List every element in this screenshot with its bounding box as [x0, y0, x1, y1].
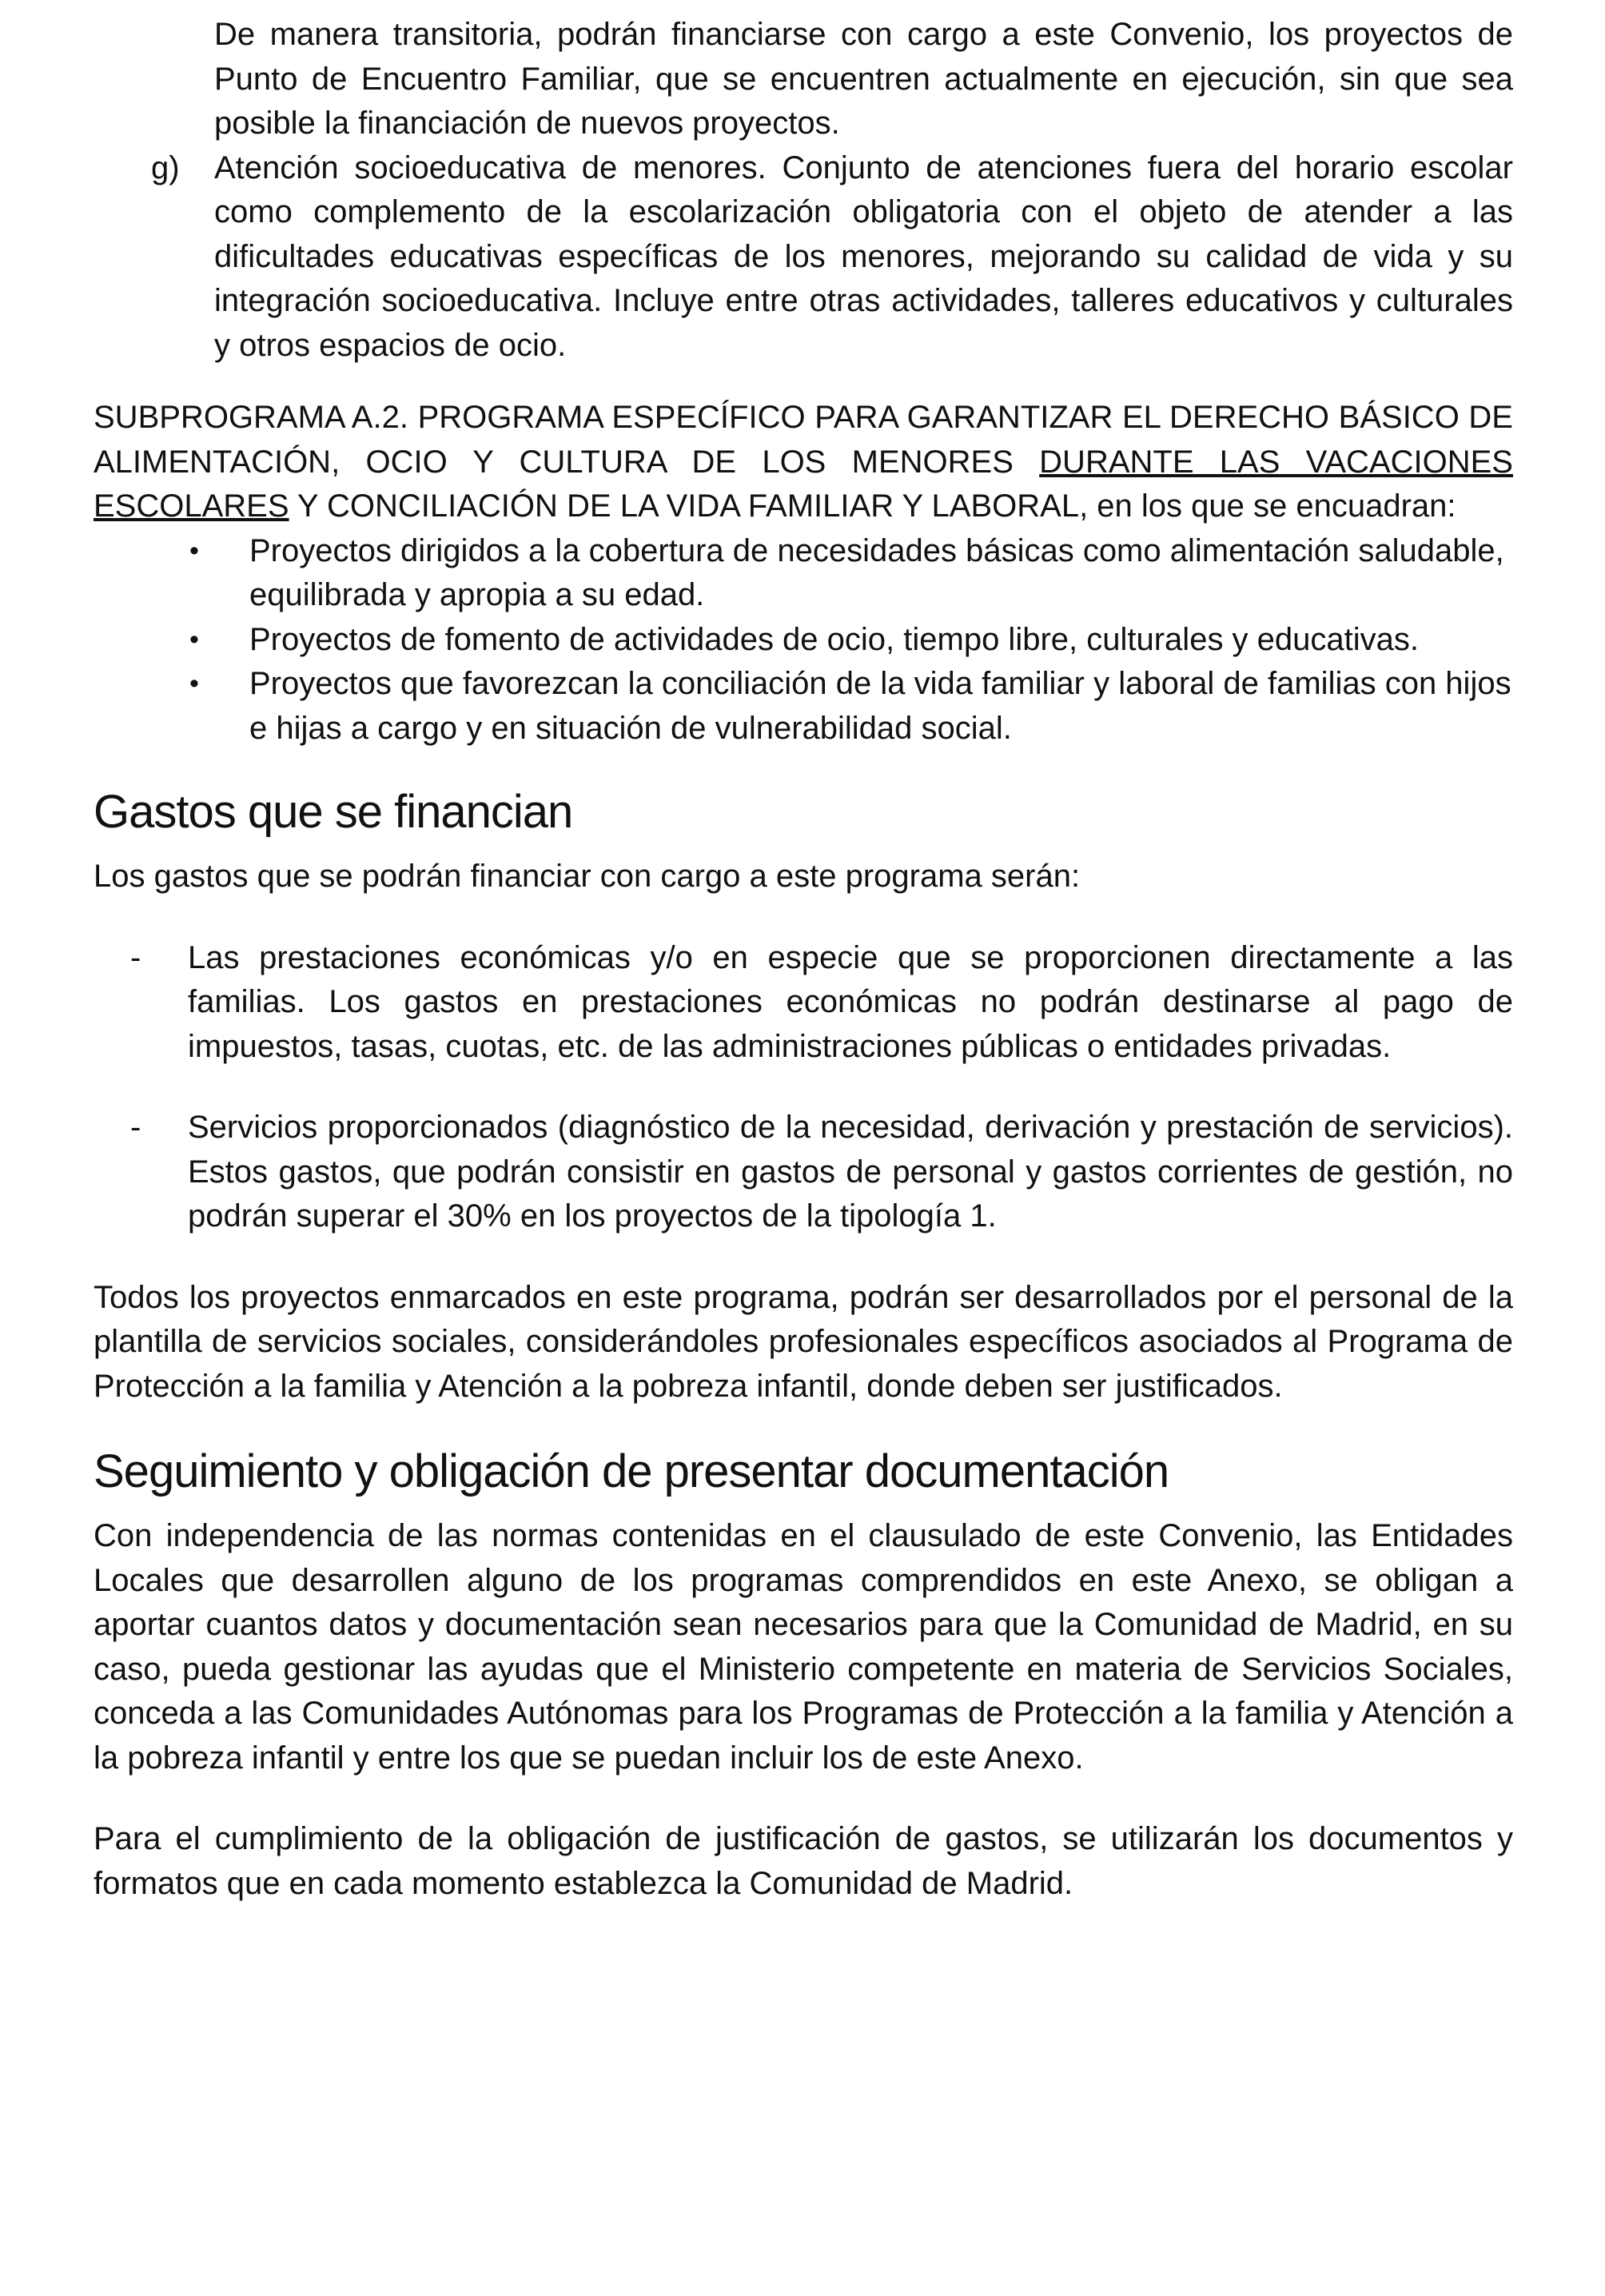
dash-list-item	[94, 936, 1513, 1070]
bullet-item	[94, 618, 1513, 663]
subprogram-title-start: SUBPROGRAMA A.2. PROGRAMA ESPECÍFICO PARA GARANTIZAR EL DERECHO BÁSICO DE ALIMENTACIÓN, OCIO Y CULTURA DE LOS MENORES	[94, 400, 1513, 480]
bullet-item	[94, 529, 1513, 618]
gastos-intro: Los gastos que se podrán financiar con cargo a este programa serán:	[94, 859, 1081, 894]
item-f-continuation: De manera transitoria, podrán financiarse con cargo a este Convenio, los proyectos de Punto de Encuentro Familiar, que se encuentren actualmente en ejecución, sin que sea posible la financiación de nuevos proyectos.	[214, 17, 1513, 141]
list-item-g-text: Atención socioeducativa de menores. Conjunto de atenciones fuera del horario escolar como complemento de la escolarización obligatoria con el objeto de atender a las dificultades educativas específicas de los menores, mejorando su calidad de vida y su integración socioeducativa. Incluye entre otras actividades, talleres educativos y culturales y otros espacios de ocio.	[214, 149, 1513, 363]
dash-list-item-text: Las prestaciones económicas y/o en especie que se proporcionen directamente a las familias. Los gastos en prestaciones económicas no podrán destinarse al pago de impuestos, tasas, cuotas, etc. de las administraciones públicas o entidades privadas.	[188, 939, 1513, 1064]
dash-marker: -	[130, 1110, 141, 1145]
seguimiento-paragraph: Para el cumplimiento de la obligación de justificación de gastos, se utilizarán los documentos y formatos que en cada momento establezca la Comunidad de Madrid.	[94, 1821, 1513, 1901]
seguimiento-paragraph: Con independencia de las normas contenidas en el clausulado de este Convenio, las Entidades Locales que desarrollen alguno de los programas comprendidos en este Anexo, se obligan a aportar cuantos datos y documentación sean necesarios para que la Comunidad de Madrid, en su caso, pueda gestionar las ayudas que el Ministerio competente en materia de Servicios Sociales, conceda a las Comunidades Autónomas para los Programas de Protección a la familia y Atención a la pobreza infantil y entre los que se puedan incluir los de este Anexo.	[94, 1518, 1513, 1776]
dash-marker: -	[130, 939, 141, 975]
bullet-item-text: Proyectos que favorezcan la conciliación de la vida familiar y laboral de familias con hijos e hijas a cargo y en situación de vulnerabilidad social.	[249, 666, 1511, 746]
document-page	[94, 13, 1513, 1906]
subprogram-title-underlined: DURANTE LAS VACACIONES ESCOLARES	[94, 444, 1513, 524]
dash-list-item	[94, 1106, 1513, 1239]
gastos-closing-paragraph: Todos los proyectos enmarcados en este programa, podrán ser desarrollados por el personal de la plantilla de servicios sociales, considerándoles profesionales específicos asociados al Programa de Protección a la familia y Atención a la pobreza infantil, donde deben ser justificados.	[94, 1279, 1513, 1404]
section-heading-gastos: Gastos que se financian	[94, 786, 573, 838]
dash-list-item-text: Servicios proporcionados (diagnóstico de la necesidad, derivación y prestación de servicios). Estos gastos, que podrán consistir en gastos de personal y gastos corrientes de gestión, no podrán superar el 30% en los proyectos de la tipología 1.	[188, 1110, 1513, 1234]
bullet-item-text: Proyectos de fomento de actividades de ocio, tiempo libre, culturales y educativas.	[249, 621, 1420, 657]
bullet-item-text: Proyectos dirigidos a la cobertura de necesidades básicas como alimentación saludable, equilibrada y apropia a su edad.	[249, 532, 1504, 612]
bullet-icon: •	[189, 624, 199, 655]
list-item-g	[94, 146, 1513, 369]
bullet-item	[94, 662, 1513, 751]
section-heading-seguimiento: Seguimiento y obligación de presentar documentación	[94, 1445, 1169, 1497]
bullet-icon: •	[189, 535, 199, 566]
subprogram-bullet-list	[94, 529, 1513, 751]
list-marker-g: g)	[151, 149, 180, 185]
subprogram-title-end: Y CONCILIACIÓN DE LA VIDA FAMILIAR Y LABORAL, en los que se encuadran:	[289, 488, 1456, 524]
bullet-icon: •	[189, 668, 199, 699]
subprogram-a2-title	[94, 396, 1513, 529]
